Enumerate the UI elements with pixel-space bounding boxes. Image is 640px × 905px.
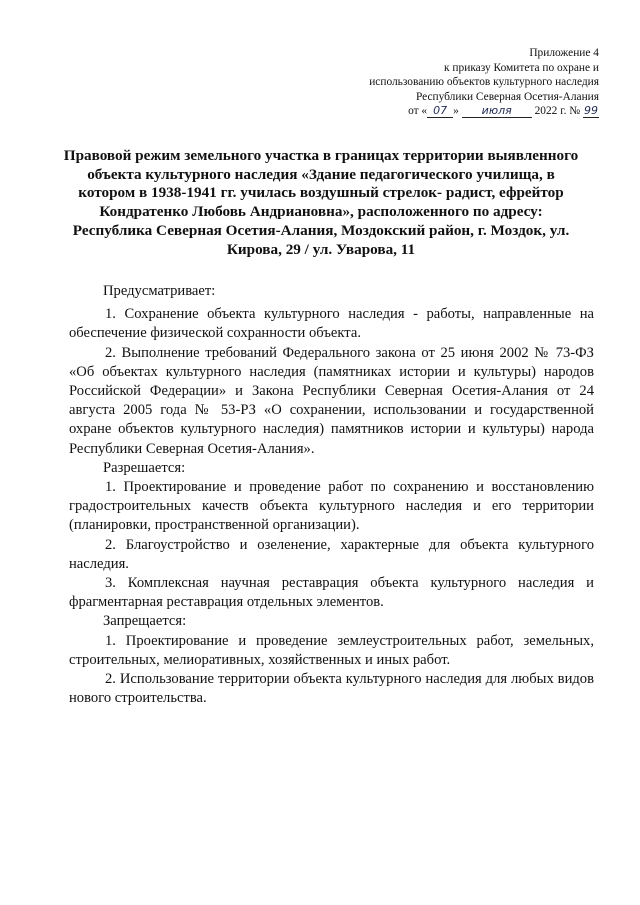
document-body bbox=[69, 282, 594, 708]
provides-item-1: 1. Сохранение объекта культурного наследия - работы, направленные на обеспечение физической сохранности объекта. bbox=[69, 306, 594, 342]
date-month-handwritten: июля bbox=[462, 105, 532, 118]
forbidden-heading: Запрещается: bbox=[103, 613, 187, 630]
committee-name: использованию объектов культурного наследия bbox=[369, 76, 599, 89]
allowed-heading: Разрешается: bbox=[103, 459, 186, 476]
republic-name: Республики Северная Осетия-Алания bbox=[415, 90, 599, 103]
date-day-handwritten: 07 bbox=[427, 105, 453, 118]
provides-item-2: 2. Выполнение требований Федерального закона от 25 июня 2002 № 73-ФЗ «Об объектах культурного наследия (памятниках истории и культуры) народов Российской Федерации» и Закона Республики Северная Осетия-Алания от 24 августа 2005 года № 53-РЗ «О сохранении, использовании и государственной охране объектов культурного наследия) памятников истории и культуры) народа Республики Северная Осетия-Алания». bbox=[69, 344, 594, 457]
document-title: Правовой режим земельного участка в границах территории выявленного объекта культурного наследия «Здание педагогического училища, в котором в 1938-1941 гг. училась воздушный стрелок- радист, ефрейтор Кондратенко Любовь Андриановна», расположенного по адресу: Республика Северная Осетия-Алания, Моздокский район, г. Моздок, ул. Кирова, 29 / ул. Уварова, 11 bbox=[63, 147, 579, 258]
date-mid: » bbox=[453, 105, 459, 118]
order-date-line bbox=[279, 104, 599, 119]
allowed-item-1: 1. Проектирование и проведение работ по сохранению и восстановлению градостроительных качеств объекта культурного наследия и его территории (планировки, пространственной организации). bbox=[69, 479, 594, 534]
date-year: 2022 г. № bbox=[534, 105, 581, 118]
appendix-label: Приложение 4 bbox=[529, 47, 599, 59]
allowed-item-2: 2. Благоустройство и озеленение, характерные для объекта культурного наследия. bbox=[69, 536, 594, 572]
order-reference: к приказу Комитета по охране и bbox=[444, 61, 599, 74]
forbidden-item-2: 2. Использование территории объекта культурного наследия для любых видов нового строительства. bbox=[69, 671, 594, 707]
order-number-handwritten: 99 bbox=[584, 104, 598, 118]
approval-block bbox=[279, 46, 599, 119]
date-prefix: от « bbox=[408, 105, 428, 118]
provides-heading: Предусматривает: bbox=[103, 283, 216, 299]
allowed-item-3: 3. Комплексная научная реставрация объекта культурного наследия и фрагментарная реставрация отдельных элементов. bbox=[69, 575, 594, 611]
forbidden-item-1: 1. Проектирование и проведение землеустроительных работ, земельных, строительных, мелиоративных, хозяйственных и иных работ. bbox=[69, 632, 594, 668]
